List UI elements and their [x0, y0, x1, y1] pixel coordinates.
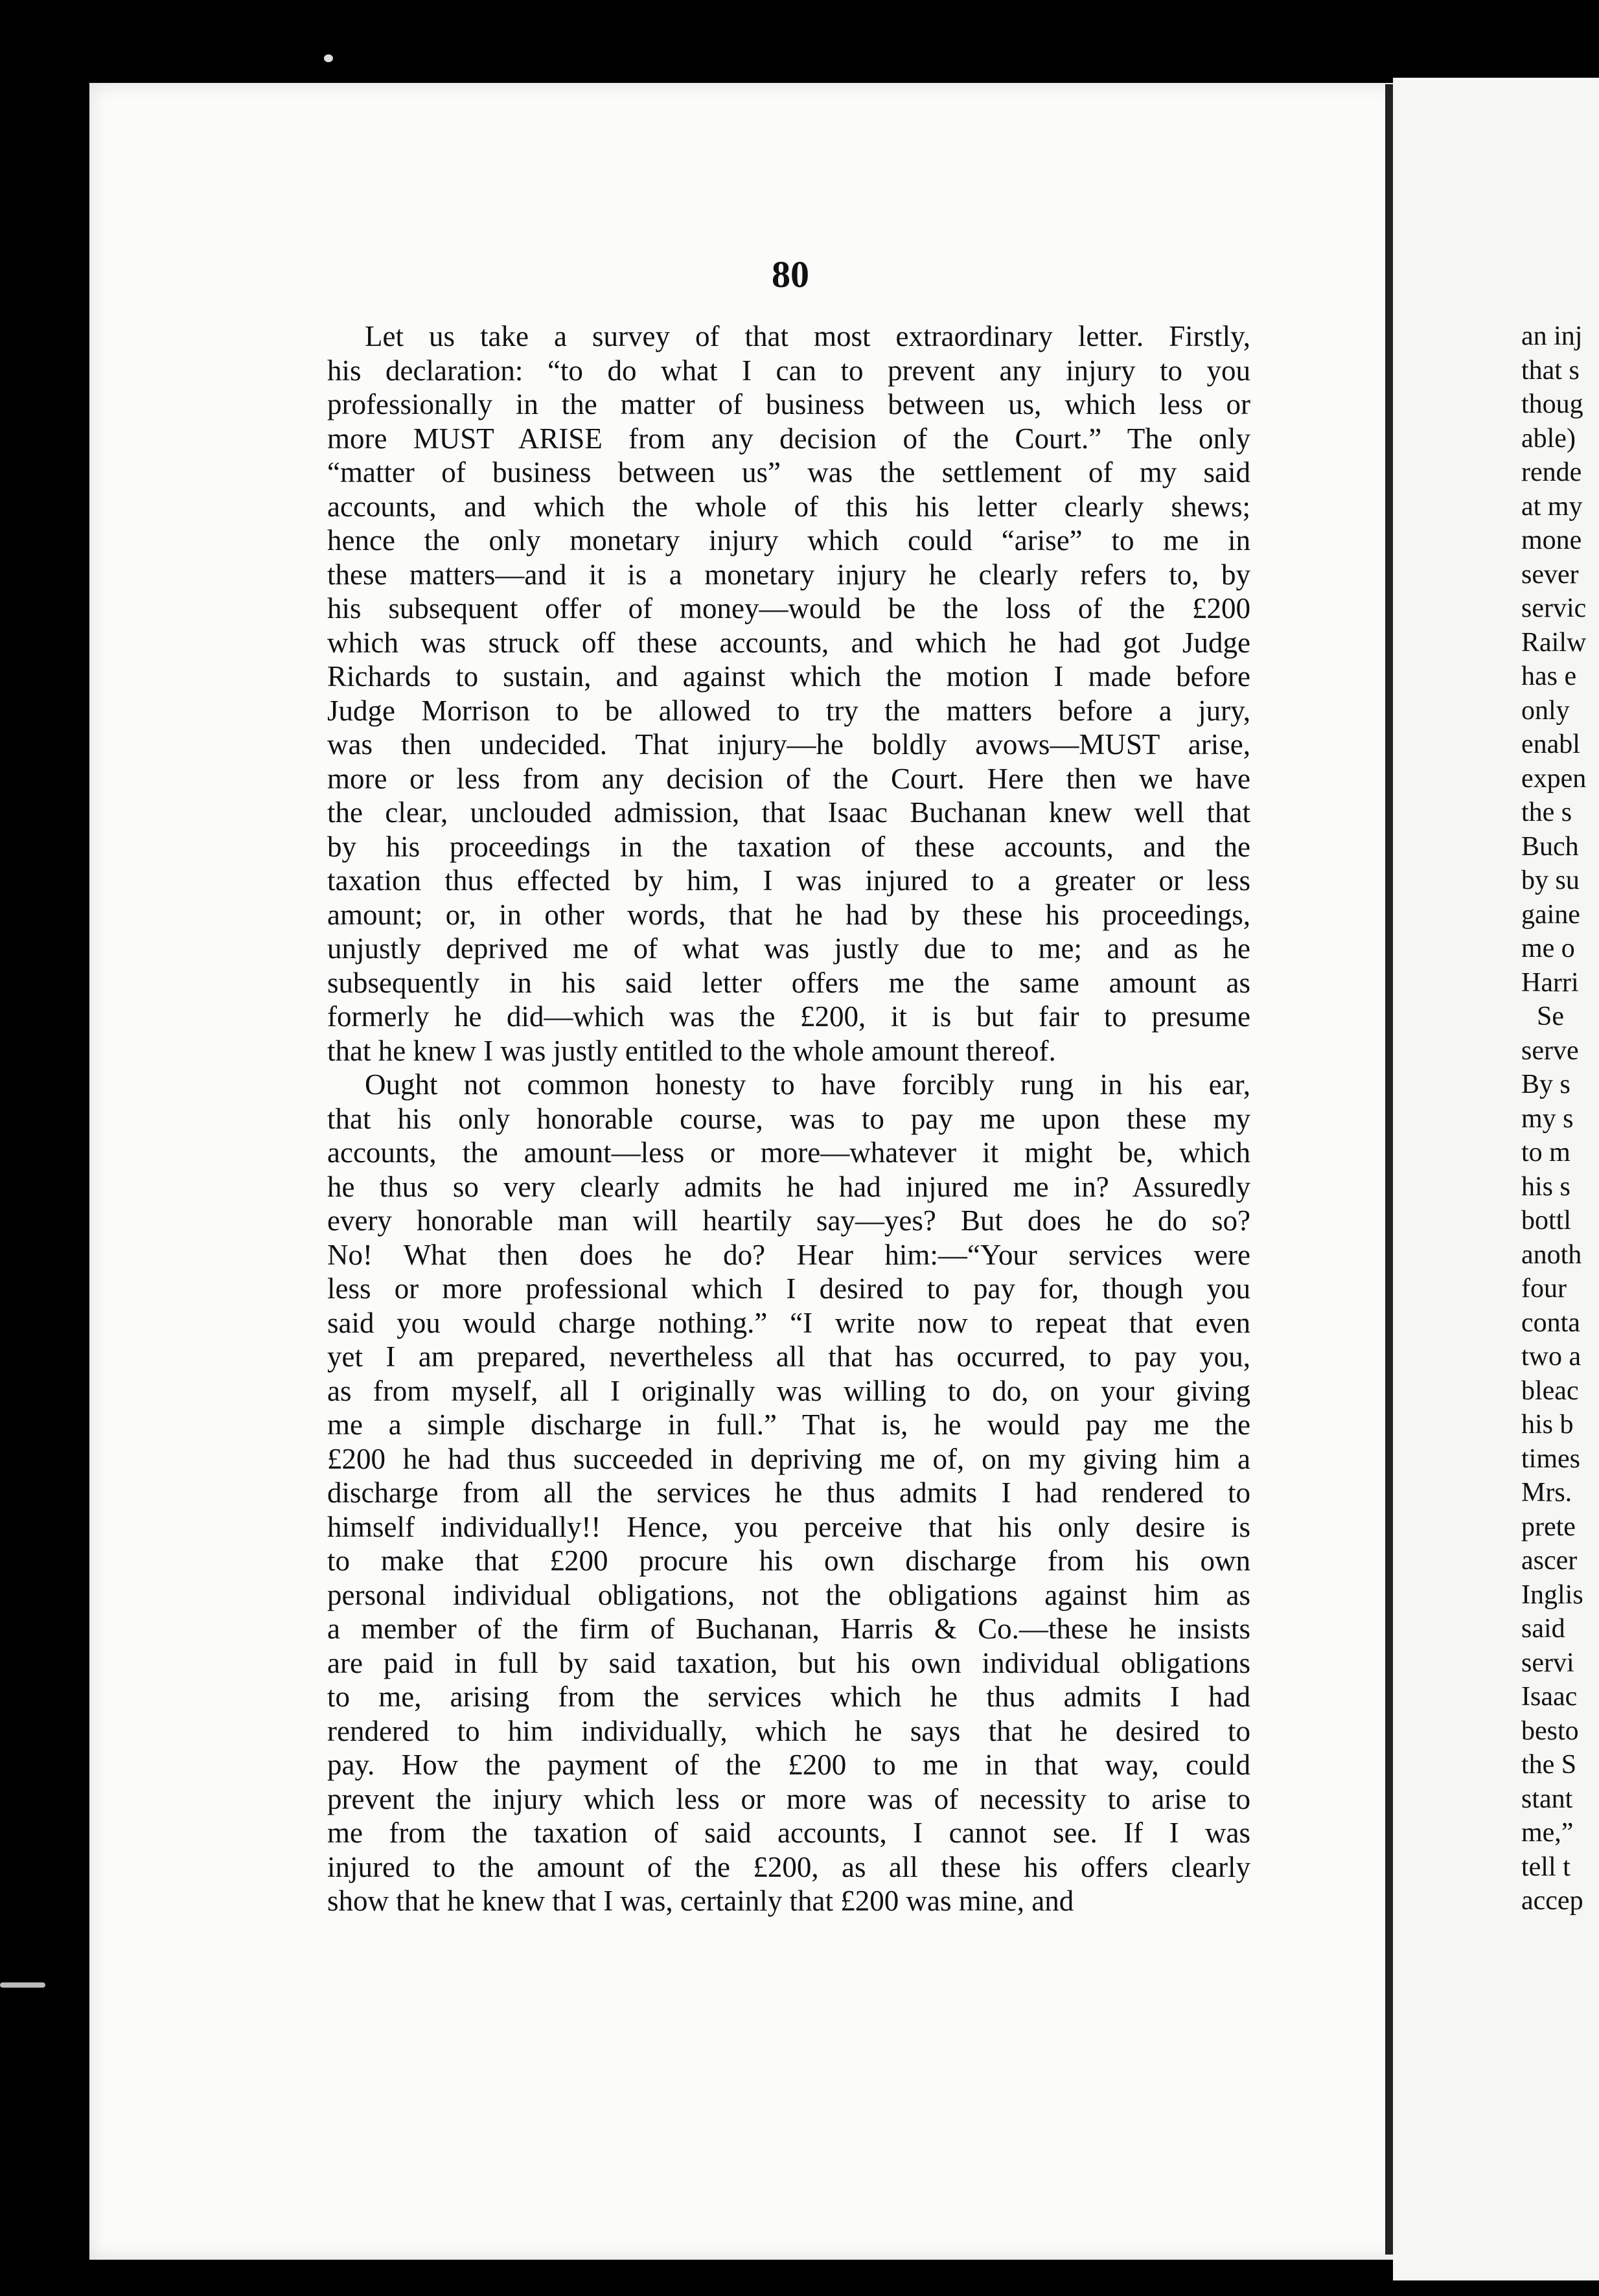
facing-page-line: besto	[1521, 1716, 1579, 1746]
page-number: 80	[772, 253, 809, 295]
facing-page-line: stant	[1521, 1784, 1573, 1814]
text-line: hence the only monetary injury which could “arise” to me in	[327, 524, 1250, 557]
facing-page-line: Harri	[1521, 967, 1579, 998]
facing-page-line: me o	[1521, 934, 1575, 963]
text-line: the clear, unclouded admission, that Isaac Buchanan knew well that	[327, 796, 1250, 829]
facing-page-line: at my	[1521, 491, 1583, 522]
text-line: by his proceedings in the taxation of these accounts, and the	[327, 830, 1250, 863]
facing-page-line: sever	[1521, 559, 1579, 590]
main-text-block	[327, 319, 1250, 1918]
text-line: formerly he did—which was the £200, it is but fair to presume	[327, 1000, 1250, 1033]
facing-page-line: me,”	[1521, 1818, 1574, 1848]
facing-page-line: Isaac	[1521, 1682, 1578, 1712]
book-spine	[1385, 84, 1393, 2255]
text-line: said you would charge nothing.” “I write now to repeat that even	[327, 1306, 1250, 1339]
facing-page-line: servi	[1521, 1647, 1574, 1678]
text-line: was then undecided. That injury—he boldly avows—MUST arise,	[327, 728, 1250, 761]
text-line: “matter of business between us” was the settlement of my said	[327, 456, 1250, 488]
text-line: professionally in the matter of business between us, which less or	[327, 388, 1250, 420]
text-line: unjustly deprived me of what was justly due to me; and as he	[327, 932, 1250, 965]
facing-page-line: by su	[1521, 866, 1580, 895]
text-line: that he knew I was justly entitled to the whole amount thereof.	[327, 1034, 1056, 1067]
paragraph	[327, 1068, 1250, 1918]
text-line: as from myself, all I originally was willing to do, on your giving	[327, 1374, 1250, 1407]
text-line: show that he knew that I was, certainly that £200 was mine, and	[327, 1885, 1074, 1917]
facing-page-line: Inglis	[1521, 1579, 1583, 1610]
facing-page-line: anoth	[1521, 1239, 1582, 1270]
text-line: every honorable man will heartily say—yes? But does he do so?	[327, 1204, 1250, 1237]
text-line: these matters—and it is a monetary injury he clearly refers to, by	[327, 558, 1250, 591]
text-line: Let us take a survey of that most extraordinary letter. Firstly,	[365, 320, 1250, 352]
facing-page-line: conta	[1521, 1307, 1580, 1338]
facing-page-line: my s	[1521, 1103, 1574, 1134]
text-line: No! What then does he do? Hear him:—“Your services were	[327, 1238, 1250, 1271]
facing-page-line: tell t	[1521, 1852, 1570, 1882]
text-line: me from the taxation of said accounts, I cannot see. If I was	[327, 1817, 1250, 1849]
text-line: to make that £200 procure his own discharge from his own	[327, 1544, 1250, 1577]
facing-page-line: ascer	[1521, 1546, 1578, 1576]
text-line: are paid in full by said taxation, but his own individual obligations	[327, 1646, 1250, 1679]
text-line: accounts, the amount—less or more—whatever it might be, which	[327, 1136, 1250, 1169]
paragraph	[327, 319, 1250, 1068]
text-line: £200 he had thus succeeded in depriving me of, on my giving him a	[327, 1442, 1250, 1475]
facing-page-line: his s	[1521, 1171, 1570, 1202]
facing-page-line: has e	[1521, 661, 1577, 691]
facing-page-line: times	[1521, 1443, 1580, 1474]
facing-page-line: expen	[1521, 763, 1587, 794]
facing-page-line: the S	[1521, 1750, 1577, 1780]
text-line: personal individual obligations, not the obligations against him as	[327, 1578, 1250, 1611]
facing-page-line: accep	[1521, 1886, 1583, 1916]
text-line: Ought not common honesty to have forcibly rung in his ear,	[365, 1068, 1250, 1101]
facing-page-line: By s	[1521, 1070, 1570, 1099]
facing-page-line: his b	[1521, 1410, 1574, 1440]
text-line: himself individually!! Hence, you perceive that his only desire is	[327, 1510, 1250, 1543]
facing-page-line: said	[1521, 1614, 1565, 1644]
facing-page-line: thoug	[1521, 389, 1583, 419]
text-line: his subsequent offer of money—would be the loss of the £200	[327, 592, 1250, 625]
text-line: that his only honorable course, was to pay me upon these my	[327, 1102, 1250, 1135]
text-line: rendered to him individually, which he says that he desired to	[327, 1714, 1250, 1747]
facing-page-line: an inj	[1521, 321, 1583, 351]
text-line: which was struck off these accounts, and which he had got Judge	[327, 626, 1250, 659]
text-line: amount; or, in other words, that he had by these his proceedings,	[327, 898, 1250, 931]
facing-page-line: Mrs.	[1521, 1478, 1572, 1508]
facing-page-line: rende	[1521, 457, 1582, 487]
text-line: more MUST ARISE from any decision of the Court.” The only	[327, 422, 1250, 455]
facing-page-line: Se	[1537, 1002, 1564, 1031]
text-line: discharge from all the services he thus admits I had rendered to	[327, 1476, 1250, 1509]
text-line: a member of the firm of Buchanan, Harris & Co.—these he insists	[327, 1613, 1250, 1645]
scan-speck	[0, 1982, 45, 1988]
text-line: accounts, and which the whole of this his letter clearly shews;	[327, 490, 1250, 523]
text-line: he thus so very clearly admits he had injured me in? Assuredly	[327, 1170, 1250, 1203]
text-line: Judge Morrison to be allowed to try the matters before a jury,	[327, 694, 1250, 727]
facing-page-line: Railw	[1521, 627, 1587, 658]
text-line: injured to the amount of the £200, as all these his offers clearly	[327, 1850, 1250, 1883]
facing-page-line: servic	[1521, 593, 1587, 623]
facing-page-line: only	[1521, 695, 1570, 726]
text-line: Richards to sustain, and against which the motion I made before	[327, 660, 1250, 693]
facing-page-line: serve	[1521, 1035, 1579, 1066]
facing-page-line: the s	[1521, 798, 1572, 827]
facing-page-line: enabl	[1521, 729, 1580, 759]
text-line: yet I am prepared, nevertheless all that has occurred, to pay you,	[327, 1340, 1250, 1373]
facing-page-line: prete	[1521, 1511, 1576, 1542]
scan-speck	[324, 54, 333, 62]
facing-page-line: to m	[1521, 1138, 1570, 1167]
text-line: his declaration: “to do what I can to prevent any injury to you	[327, 354, 1250, 387]
text-line: to me, arising from the services which he thus admits I had	[327, 1681, 1250, 1713]
facing-page-line: bottl	[1521, 1206, 1572, 1235]
text-line: less or more professional which I desired to pay for, though you	[327, 1272, 1250, 1305]
facing-page-line: four	[1521, 1274, 1567, 1303]
text-line: me a simple discharge in full.” That is, he would pay me the	[327, 1408, 1250, 1441]
facing-page-text	[1521, 319, 1599, 1918]
text-line: subsequently in his said letter offers me the same amount as	[327, 966, 1250, 999]
text-line: taxation thus effected by him, I was injured to a greater or less	[327, 864, 1250, 897]
facing-page-line: two a	[1521, 1342, 1582, 1372]
text-line: more or less from any decision of the Court. Here then we have	[327, 762, 1250, 795]
facing-page-line: able)	[1521, 423, 1576, 453]
facing-page-line: mone	[1521, 525, 1582, 555]
text-line: pay. How the payment of the £200 to me in that way, could	[327, 1749, 1250, 1781]
text-line: prevent the injury which less or more was of necessity to arise to	[327, 1782, 1250, 1815]
facing-page-line: Buch	[1521, 831, 1579, 862]
facing-page-line: that s	[1521, 355, 1580, 385]
facing-page-line: gaine	[1521, 899, 1580, 930]
facing-page-line: bleac	[1521, 1375, 1579, 1406]
